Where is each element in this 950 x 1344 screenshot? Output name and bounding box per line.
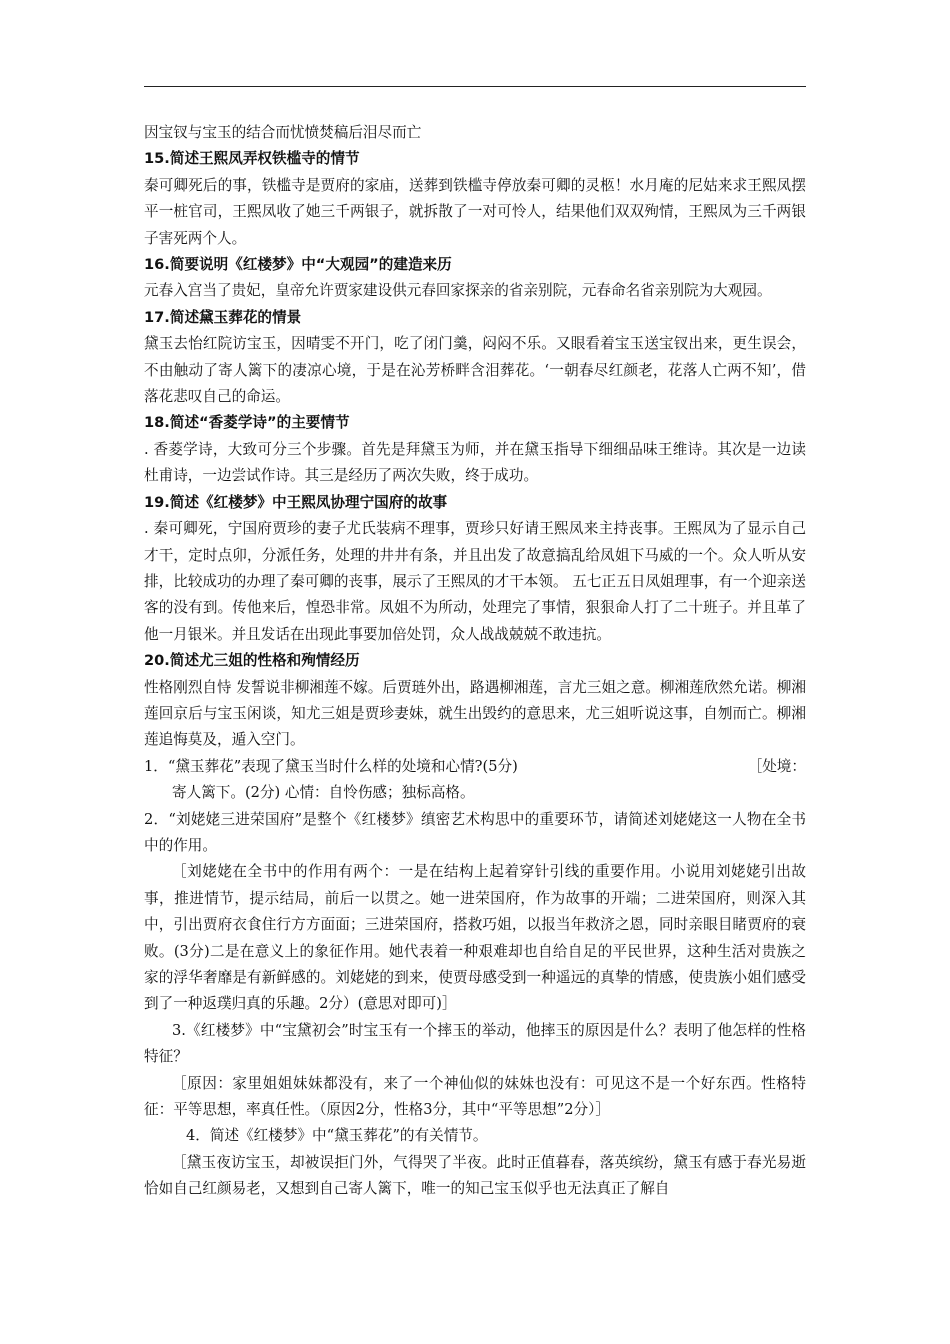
answer-1: 寄人篱下。(2分) 心情：自怜伤感；独标高格。	[172, 784, 475, 802]
question-1: 1．“黛玉葬花”表现了黛玉当时什么样的处境和心情?(5分)	[144, 757, 518, 775]
answer-17: 黛玉去怡红院访宝玉，因晴雯不开门，吃了闭门羹，闷闷不乐。又眼看着宝玉送宝钗出来，更生误会，不由触动了寄人篱下的凄凉心境，于是在沁芳桥畔含泪葬花。‘一朝春尽红颜老，花落人亡两不知’，借落花悲叹自己的命运。	[144, 335, 806, 406]
intro-line: 因宝钗与宝玉的结合而忧愤焚稿后泪尽而亡	[144, 124, 422, 141]
heading-17: 17.简述黛玉葬花的情景	[144, 308, 302, 326]
header-rule	[144, 86, 806, 87]
answer-15: 秦可卿死后的事，铁槛寺是贾府的家庙，送葬到铁槛寺停放秦可卿的灵柩！水月庵的尼姑来求王熙凤摆平一桩官司，王熙凤收了她三千两银子，就拆散了一对可怜人，结果他们双双殉情，王熙凤为三千两银子害死两个人。	[144, 176, 806, 247]
answer-2: ［刘姥姥在全书中的作用有两个：一是在结构上起着穿针引线的重要作用。小说用刘姥姥引出故事，推进情节，提示结局，前后一以贯之。她一进荣国府，作为故事的开端；二进荣国府，则深入其中，引出贾府衣食住行方方面面；三进荣国府，搭救巧姐，以报当年救济之恩，同时亲眼目睹贾府的衰败。(3分)二是在意义上的象征作用。她代表着一种艰难却也自给自足的平民世界，这种生活对贵族之家的浮华奢靡是有新鲜感的。刘姥姥的到来，使贾母感受到一种遥远的真挚的情感，使贵族小姐们感受到了一种返璞归真的乐趣。2分）(意思对即可)］	[144, 863, 806, 1013]
question-1-answer-start: ［处境：	[747, 757, 806, 775]
answer-4: ［黛玉夜访宝玉，却被误拒门外，气得哭了半夜。此时正值暮春，落英缤纷，黛玉有感于春光易逝恰如自己红颜易老，又想到自己寄人篱下，唯一的知己宝玉似乎也无法真正了解自	[144, 1153, 806, 1198]
answer-18: . 香菱学诗，大致可分三个步骤。首先是拜黛玉为师，并在黛玉指导下细细品味王维诗。其次是一边读杜甫诗，一边尝试作诗。其三是经历了两次失败，终于成功。	[144, 440, 806, 485]
question-4: 4．简述《红楼梦》中“黛玉葬花”的有关情节。	[186, 1127, 488, 1145]
heading-18: 18.简述“香菱学诗”的主要情节	[144, 414, 350, 432]
answer-19: . 秦可卿死，宁国府贾珍的妻子尤氏装病不理事，贾珍只好请王熙凤来主持丧事。王熙凤为了显示自己才干，定时点卯，分派任务，处理的井井有条，并且出发了故意搞乱给凤姐下马威的一个。众人听从安排，比较成功的办理了秦可卿的丧事，展示了王熙凤的才干本领。 五七正五日凤姐理事，有一个迎亲送客的没有到。传他来后，惶恐非常。凤姐不为所动，处理完了事情，狠狠命人打了二十班子。并且革了他一月银米。并且发话在出现此事要加倍处罚，众人战战兢兢不敢违抗。	[144, 520, 806, 643]
question-3: 3.《红楼梦》中“宝黛初会”时宝玉有一个摔玉的举动，他摔玉的原因是什么？表明了他怎样的性格特征？	[144, 1021, 806, 1066]
question-2: 2．“刘姥姥三进荣国府”是整个《红楼梦》缜密艺术构思中的重要环节，请简述刘姥姥这一人物在全书中的作用。	[144, 810, 806, 854]
document-body	[144, 120, 806, 1203]
answer-20: 性格刚烈自恃 发誓说非柳湘莲不嫁。后贾琏外出，路遇柳湘莲，言尤三姐之意。柳湘莲欣然允诺。柳湘莲回京后与宝玉闲谈，知尤三姐是贾珍妻妹，就生出毁约的意思来，尤三姐听说这事，自刎而亡。柳湘莲追悔莫及，遁入空门。	[144, 678, 806, 749]
question-1-row	[144, 754, 806, 780]
heading-20: 20.简述尤三姐的性格和殉情经历	[144, 652, 360, 670]
answer-16: 元春入宫当了贵妃，皇帝允许贾家建设供元春回家探亲的省亲别院，元春命名省亲别院为大观园。	[144, 282, 772, 300]
heading-16: 16.简要说明《红楼梦》中“大观园”的建造来历	[144, 256, 452, 274]
answer-3: ［原因：家里姐姐妹妹都没有，来了一个神仙似的妹妹也没有：可见这不是一个好东西。性格特征：平等思想，率真任性。（原因2分，性格3分，其中“平等思想”2分）］	[144, 1074, 806, 1119]
heading-19: 19.简述《红楼梦》中王熙凤协理宁国府的故事	[144, 493, 448, 511]
heading-15: 15.简述王熙凤弄权铁槛寺的情节	[144, 150, 360, 168]
